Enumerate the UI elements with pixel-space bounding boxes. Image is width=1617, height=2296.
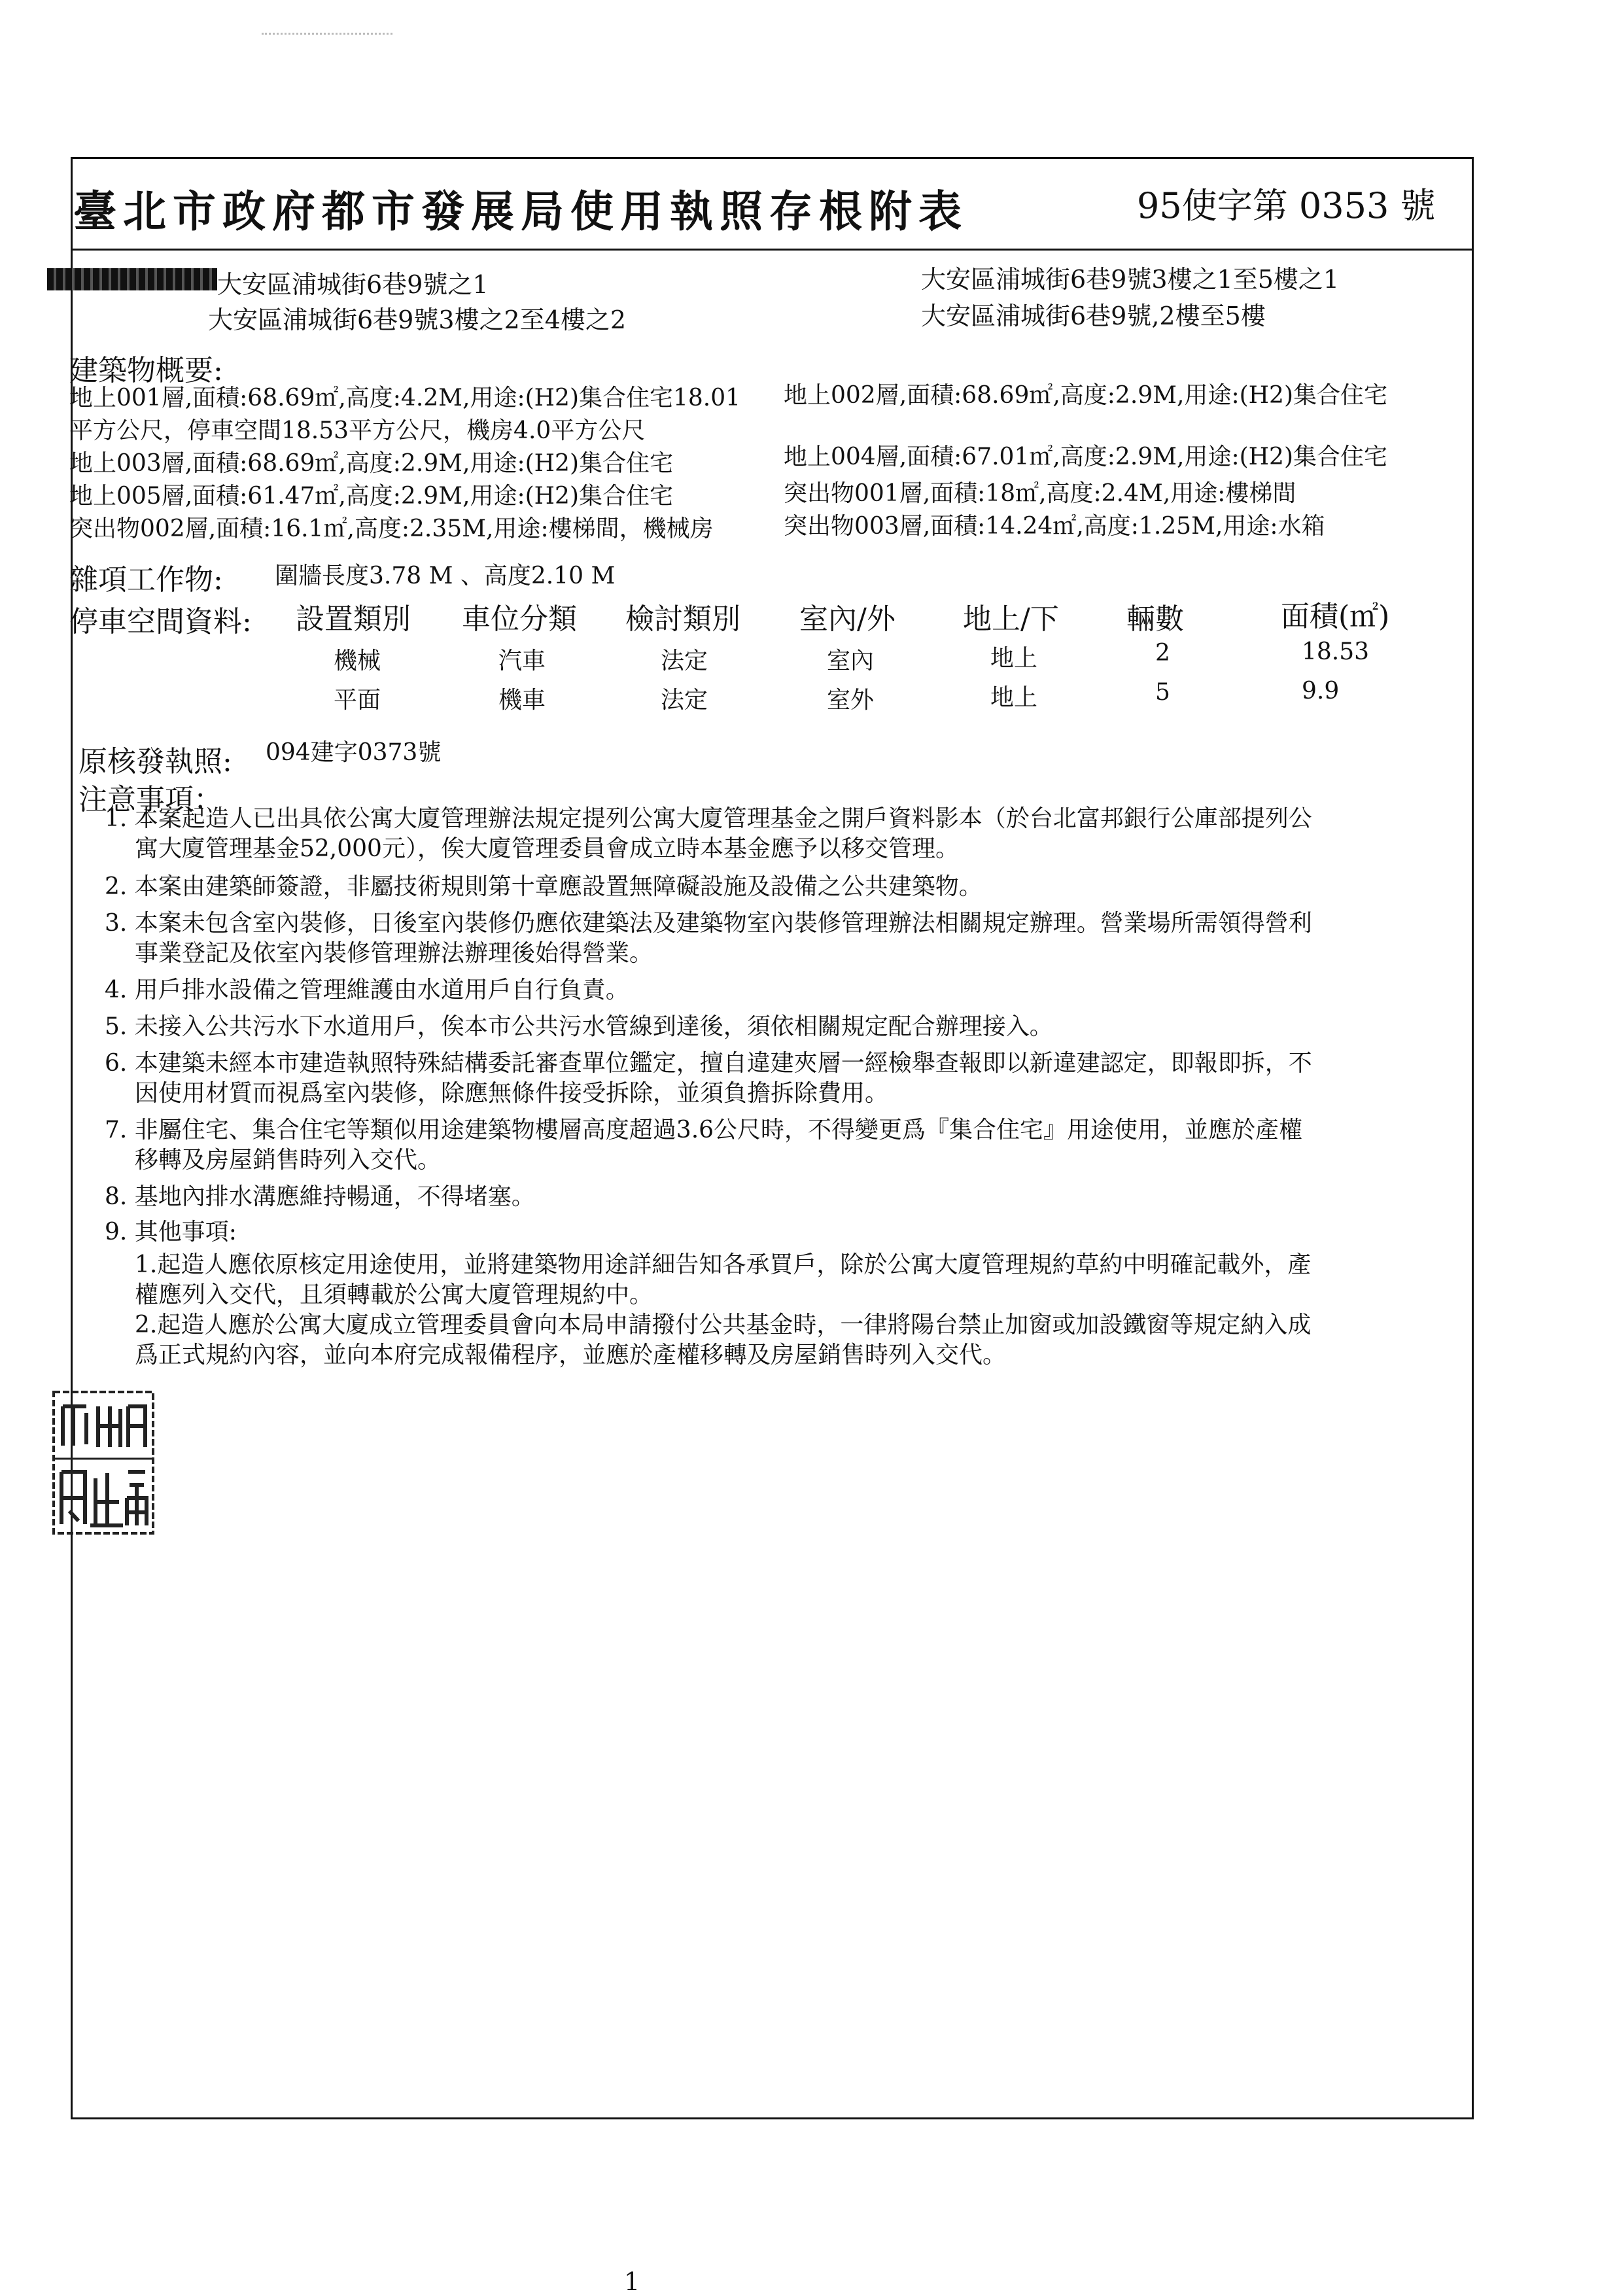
parking-header-category: 車位分類 [462,602,577,636]
parking-header-level: 地上/下 [963,602,1059,636]
parking-r2-indoor: 室外 [827,687,875,714]
note-9-1a: 1.起造人應依原核定用途使用，並將建築物用途詳細告知各承買戶，除於公寓大廈管理規約草約中明確記載外，產 [135,1251,1312,1278]
title-separator [71,249,1474,251]
note-3b: 事業登記及依室內裝修管理辦法辦理後始得營業。 [135,940,653,967]
note-9-2b: 爲正式規約內容，並向本府完成報備程序，並應於產權移轉及房屋銷售時列入交代。 [135,1342,1007,1368]
overview-right-3: 地上004層,面積:67.01㎡,高度:2.9M,用途:(H2)集合住宅 [784,444,1387,470]
parking-r2-count: 5 [1155,679,1170,706]
parking-header-area: 面積(㎡) [1281,600,1390,633]
parking-header-review: 檢討類別 [625,602,740,636]
note-9-1b: 權應列入交代，且須轉載於公寓大廈管理規約中。 [135,1281,653,1308]
overview-left-2: 平方公尺，停車空間18.53平方公尺，機房4.0平方公尺 [69,417,646,444]
parking-r1-review: 法定 [661,648,708,674]
parking-r2-level: 地上 [990,684,1038,711]
page-number: 1 [624,2267,640,2296]
note-8: 8. 基地內排水溝應維持暢通，不得堵塞。 [105,1183,535,1210]
parking-header-type: 設置類別 [296,602,411,636]
address-left-1: 大安區浦城街6巷9號之1 [217,270,489,299]
note-7b: 移轉及房屋銷售時列入交代。 [135,1147,442,1174]
note-6b: 因使用材質而視爲室內裝修，除應無條件接受拆除，並須負擔拆除費用。 [135,1080,889,1107]
note-9: 9. 其他事項: [105,1219,237,1245]
official-seal-stamp [47,1387,160,1539]
address-left-2: 大安區浦城街6巷9號3樓之2至4樓之2 [208,305,627,334]
parking-r1-indoor: 室內 [827,648,875,674]
parking-r2-type: 平面 [334,687,381,714]
note-3a: 3. 本案未包含室內裝修，日後室內裝修仍應依建築法及建築物室內裝修管理辦法相關規定辦理。營業場所需領得營利 [105,910,1312,937]
note-9-2a: 2.起造人應於公寓大廈成立管理委員會向本局申請撥付公共基金時，一律將陽台禁止加窗或加設鐵窗等規定納入成 [135,1312,1312,1338]
note-6a: 6. 本建築未經本市建造執照特殊結構委託審查單位鑑定，擅自違建夾層一經檢舉查報即以新違建認定，即報即拆，不 [105,1050,1312,1077]
parking-header-count: 輛數 [1126,602,1184,636]
address-right-1: 大安區浦城街6巷9號3樓之1至5樓之1 [921,265,1340,294]
scan-artifact [262,33,392,35]
misc-value: 圍牆長度3.78 M 、高度2.10 M [275,563,616,589]
parking-r1-type: 機械 [334,648,381,674]
parking-r1-category: 汽車 [498,648,546,674]
overview-right-5: 突出物003層,面積:14.24㎡,高度:1.25M,用途:水箱 [784,513,1325,540]
parking-label: 停車空間資料: [69,605,252,638]
parking-header-indoor: 室內/外 [799,602,895,636]
original-permit-value: 094建字0373號 [266,739,442,766]
permit-number: 95使字第 0353 號 [1137,185,1436,226]
parking-r2-area: 9.9 [1302,678,1340,704]
note-5: 5. 未接入公共污水下水道用戶，俟本市公共污水管線到達後，須依相關規定配合辦理接入。 [105,1013,1053,1040]
note-4: 4. 用戶排水設備之管理維護由水道用戶自行負責。 [105,977,629,1003]
overview-left-1: 地上001層,面積:68.69㎡,高度:4.2M,用途:(H2)集合住宅18.01 [69,385,741,411]
parking-r1-count: 2 [1155,640,1170,667]
overview-left-3: 地上003層,面積:68.69㎡,高度:2.9M,用途:(H2)集合住宅 [69,450,673,477]
note-1a: 1. 本案起造人已出具依公寓大廈管理辦法規定提列公寓大廈管理基金之開戶資料影本（於台北富邦銀行公庫部提列公 [105,805,1312,832]
parking-r1-area: 18.53 [1302,638,1370,665]
parking-r2-category: 機車 [498,687,546,714]
overview-heading: 建築物概要: [69,354,223,387]
document-title: 臺北市政府都市發展局使用執照存根附表 [73,186,968,237]
parking-r2-review: 法定 [661,687,708,714]
parking-r1-level: 地上 [990,645,1038,672]
address-right-2: 大安區浦城街6巷9號,2樓至5樓 [921,302,1266,330]
notes-heading: 注意事項： [78,783,222,816]
redacted-label [47,268,217,290]
note-2: 2. 本案由建築師簽證，非屬技術規則第十章應設置無障礙設施及設備之公共建築物。 [105,873,982,900]
note-1b: 寓大廈管理基金52,000元），俟大廈管理委員會成立時本基金應予以移交管理。 [135,835,959,862]
misc-label: 雜項工作物: [69,563,223,597]
original-permit-label: 原核發執照: [78,745,232,778]
note-7a: 7. 非屬住宅、集合住宅等類似用途建築物樓層高度超過3.6公尺時，不得變更爲『集合住宅』用途使用，並應於產權 [105,1117,1303,1143]
overview-right-1: 地上002層,面積:68.69㎡,高度:2.9M,用途:(H2)集合住宅 [784,382,1387,409]
overview-left-5: 突出物002層,面積:16.1㎡,高度:2.35M,用途:樓梯間，機械房 [69,515,714,542]
overview-left-4: 地上005層,面積:61.47㎡,高度:2.9M,用途:(H2)集合住宅 [69,483,673,510]
overview-right-4: 突出物001層,面積:18㎡,高度:2.4M,用途:樓梯間 [784,480,1296,507]
